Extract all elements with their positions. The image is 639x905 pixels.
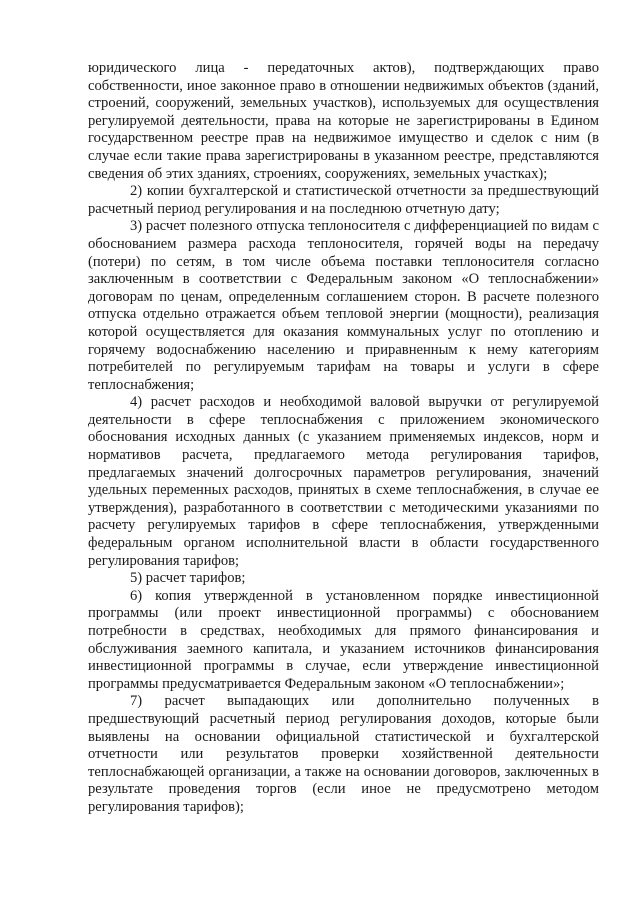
paragraph-item-6: 6) копия утвержденной в установленном порядке инвестиционной программы (или проект инвестиционной программы) с обоснованием потребности в средствах, необходимых для прямого финансирования и обслуживания заемного капитала, и указанием источников финансирования инвестиционной программы в случае, если утверждение инвестиционной программы предусматривается Федеральным законом «О теплоснабжении»; (88, 587, 599, 692)
paragraph-item-2: 2) копии бухгалтерской и статистической отчетности за предшествующий расчетный период регулирования и на последнюю отчетную дату; (88, 183, 599, 217)
paragraph-1-continuation: юридического лица - передаточных актов), подтверждающих право собственности, иное законное право в отношении недвижимых объектов (зданий, строений, сооружений, земельных участков), используемых для осуществления регулируемой деятельности, права на которые не зарегистрированы в Едином государственном реестре прав на недвижимое имущество и сделок с ним (в случае если такие права зарегистрированы в указанном реестре, представляются сведения об этих зданиях, строениях, сооружениях, земельных участках); (88, 60, 599, 182)
paragraph-item-4: 4) расчет расходов и необходимой валовой выручки от регулируемой деятельности в сфере теплоснабжения с приложением экономического обоснования исходных данных (с указанием применяемых индексов, норм и нормативов расчета, предлагаемого метода регулирования тарифов, предлагаемых значений долгосрочных параметров регулирования, значений удельных переменных расходов, принятых в схеме теплоснабжения, в случае ее утверждения), разработанного в соответствии с методическими указаниями по расчету регулируемых тарифов в сфере теплоснабжения, утвержденными федеральным органом исполнительной власти в области государственного регулирования тарифов; (88, 394, 599, 569)
document-page (88, 60, 599, 817)
paragraph-item-7: 7) расчет выпадающих или дополнительно полученных в предшествующий расчетный период регулирования доходов, которые были выявлены на основании официальной статистической и бухгалтерской отчетности или результатов проверки хозяйственной деятельности теплоснабжающей организации, а также на основании договоров, заключенных в результате проведения торгов (если иное не предусмотрено методом регулирования тарифов); (88, 693, 599, 815)
paragraph-item-3: 3) расчет полезного отпуска теплоносителя с дифференциацией по видам с обоснованием размера расхода теплоносителя, горячей воды на передачу (потери) по сетям, в том числе объема поставки теплоносителя согласно заключенным в соответствии с Федеральным законом «О теплоснабжении» договорам по ценам, определенным соглашением сторон. В расчете полезного отпуска отдельно отражается объем тепловой энергии (мощности), реализация которой осуществляется для оказания коммунальных услуг по отоплению и горячему водоснабжению населению и приравненным к нему категориям потребителей по регулируемым тарифам на товары и услуги в сфере теплоснабжения; (88, 218, 599, 393)
paragraph-item-5: 5) расчет тарифов; (130, 570, 246, 587)
